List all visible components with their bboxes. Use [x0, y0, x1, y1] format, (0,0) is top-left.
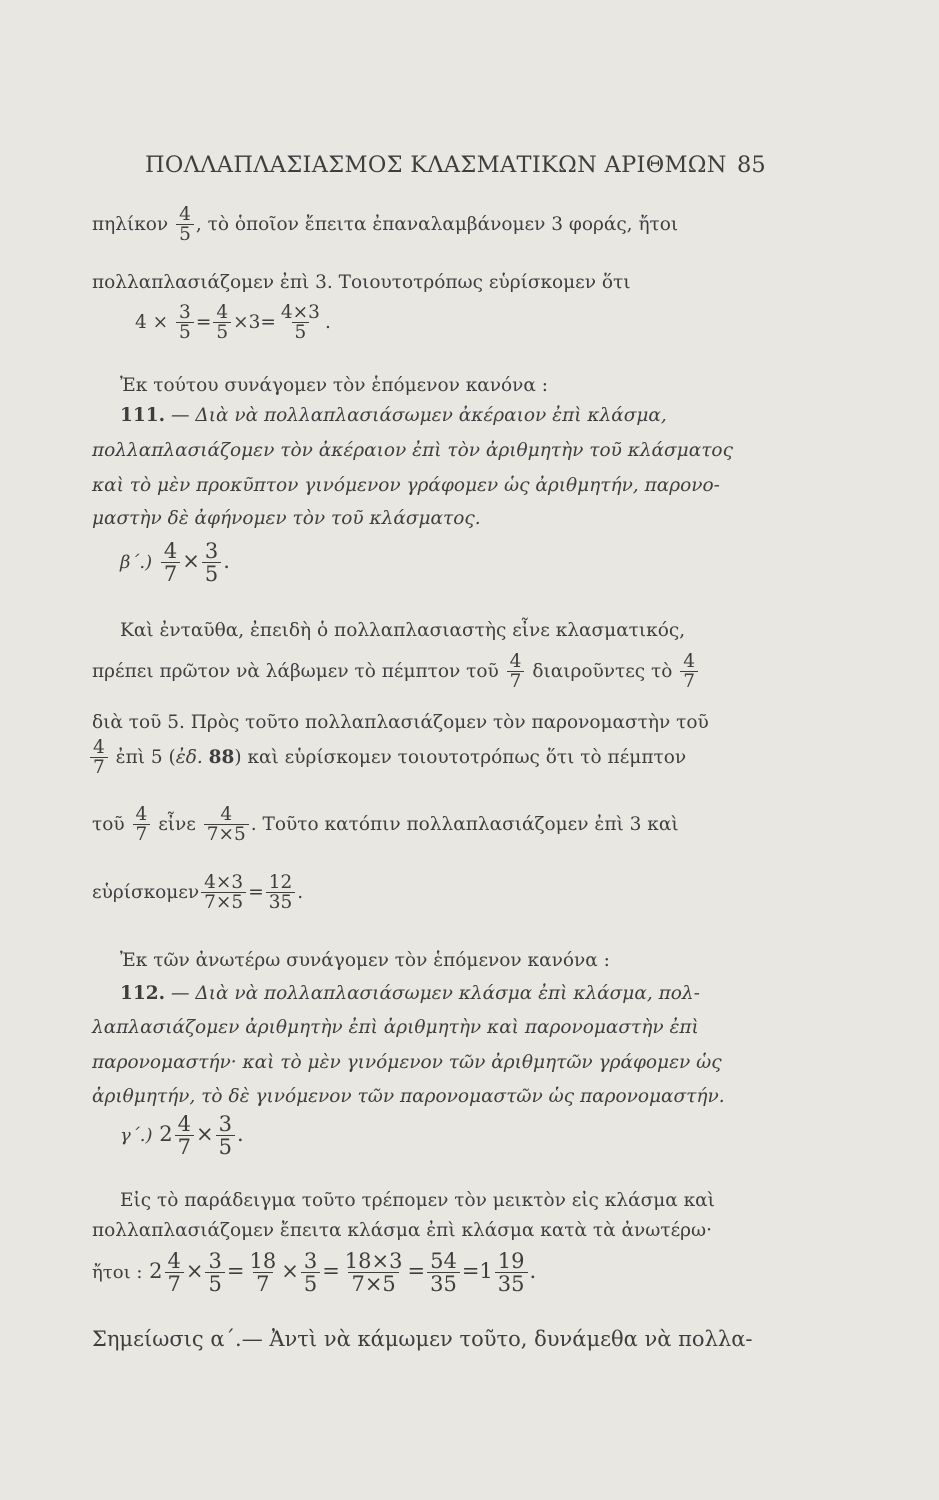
text-span: εὑρίσκομεν: [92, 881, 200, 903]
operator: ×: [281, 1259, 299, 1284]
text-span: ) καὶ εὑρίσκομεν τοιουτοτρόπως ὅτι τὸ πέμπτον: [234, 746, 687, 768]
denominator: 5: [216, 1135, 235, 1158]
whole-number: 2: [149, 1259, 163, 1284]
numerator: 4×3: [280, 302, 320, 323]
text-span: πρέπει πρῶτον νὰ λάβωμεν τὸ πέμπτον τοῦ: [92, 660, 499, 682]
whole-number: 2: [159, 1122, 173, 1147]
denominator: 35: [266, 892, 296, 912]
text-line: παρονομαστήν· καὶ τὸ μὲν γινόμενον τῶν ἀριθμητῶν γράφομεν ὡς: [92, 1052, 722, 1073]
reference-abbr: ἐδ.: [175, 746, 203, 768]
fraction: [216, 1113, 235, 1158]
text-span: ἐπὶ 5 (: [115, 746, 176, 768]
numerator: 3: [208, 1249, 222, 1273]
numerator: 19: [497, 1249, 525, 1273]
text-line: [92, 805, 679, 845]
text-span: — Ἀντὶ νὰ κάμωμεν τοῦτο, δυνάμεθα νὰ πολλα-: [241, 1327, 753, 1351]
text-span: πηλίκον: [92, 213, 169, 235]
denominator: 7: [161, 562, 180, 585]
note-line: [92, 1327, 752, 1351]
numerator: 4: [167, 1249, 181, 1273]
operator: =: [407, 1259, 426, 1284]
text-span: — Διὰ νὰ πολλαπλασιάσωμεν ἀκέραιον ἐπὶ κλάσμα,: [170, 405, 667, 426]
section-111-line: [120, 405, 667, 426]
denominator: 7×5: [204, 824, 249, 844]
text-line: πολλαπλασιάζομεν ἔπειτα κλάσμα ἐπὶ κλάσμα κατὰ τὰ ἀνωτέρω·: [92, 1220, 713, 1241]
fraction: [246, 1250, 279, 1295]
section-number: 112.: [120, 983, 166, 1004]
fraction: [202, 540, 221, 585]
denominator: 5: [176, 322, 194, 342]
text-line: λαπλασιάζομεν ἀριθμητὴν ἐπὶ ἀριθμητὴν καὶ παρονομαστὴν ἐπὶ: [92, 1017, 699, 1038]
numerator: 4: [216, 302, 229, 323]
fraction: [495, 1250, 528, 1295]
example-b: [120, 540, 230, 585]
fraction: [205, 1250, 224, 1295]
text-line: καὶ τὸ μὲν προκῦπτον γινόμενον γράφομεν ὡς ἀριθμητήν, παρονο-: [92, 475, 720, 496]
fraction: [680, 652, 698, 692]
note-label: Σημείωσις α΄.: [92, 1327, 242, 1351]
denominator: 7×5: [348, 1272, 398, 1295]
denominator: 5: [292, 322, 310, 342]
fraction: [213, 303, 231, 343]
page-number: 85: [737, 152, 766, 178]
denominator: 7×5: [201, 892, 246, 912]
numerator: 4: [163, 539, 178, 563]
text-line: πολλαπλασιάζομεν τὸν ἀκέραιον ἐπὶ τὸν ἀριθμητὴν τοῦ κλάσματος: [92, 440, 733, 461]
operator: =: [226, 1259, 245, 1284]
denominator: 5: [176, 224, 194, 244]
eq-text: =: [195, 311, 212, 333]
text-span: διαιροῦντες τὸ: [532, 660, 673, 682]
operator: ×: [195, 1122, 214, 1147]
text-line: μαστὴν δὲ ἀφήνομεν τὸν τοῦ κλάσματος.: [92, 508, 481, 529]
denominator: 5: [213, 322, 231, 342]
denominator: 5: [202, 562, 221, 585]
text-span: τοῦ: [92, 813, 125, 835]
eq-text: .: [223, 549, 230, 574]
fraction: [175, 1113, 194, 1158]
operator: ×: [185, 1259, 204, 1284]
denominator: 7: [175, 1135, 194, 1158]
fraction: [266, 873, 296, 913]
fraction: [342, 1250, 406, 1295]
numerator: 4: [93, 737, 105, 758]
numerator: 3: [218, 1112, 232, 1136]
fraction: [165, 1250, 184, 1295]
fraction: [161, 540, 180, 585]
text-line: [92, 873, 303, 913]
text-span: εἶνε: [158, 813, 196, 835]
numerator: 4: [177, 1112, 191, 1136]
numerator: 3: [179, 302, 191, 323]
text-line: Ἐκ τούτου συνάγομεν τὸν ἑπόμενον κανόνα :: [120, 375, 549, 396]
fraction: [201, 873, 246, 913]
denominator: 7: [90, 757, 108, 777]
text-line: πολλαπλασιάζομεν ἐπὶ 3. Τοιουτοτρόπως εὑρίσκομεν ὅτι: [92, 272, 631, 293]
text-line: [92, 205, 678, 245]
text-line: Ἐκ τῶν ἀνωτέρω συνάγομεν τὸν ἑπόμενον κανόνα :: [120, 950, 610, 971]
denominator: 7: [680, 671, 698, 691]
operator: =: [248, 881, 264, 903]
denominator: 7: [253, 1272, 272, 1295]
numerator: 12: [268, 872, 293, 893]
eq-text: .: [324, 311, 331, 333]
numerator: 54: [430, 1249, 457, 1273]
text-line: [88, 738, 686, 778]
fraction: [133, 805, 151, 845]
eq-text: ἤτοι :: [92, 1262, 143, 1284]
numerator: 4: [220, 804, 233, 825]
numerator: 4: [179, 204, 191, 225]
denominator: 35: [427, 1272, 460, 1295]
eq-text: 4 ×: [135, 311, 169, 333]
numerator: 4: [683, 651, 696, 672]
final-equation: [92, 1250, 536, 1295]
denominator: 35: [495, 1272, 528, 1295]
text-span: , τὸ ὁποῖον ἔπειτα ἐπαναλαμβάνομεν 3 φοράς, ἤτοι: [195, 213, 679, 235]
reference-number: 88: [208, 746, 235, 768]
fraction: [204, 805, 249, 845]
denominator: 7: [133, 824, 151, 844]
numerator: 3: [303, 1249, 318, 1273]
numerator: 18: [249, 1249, 277, 1273]
running-header: ΠΟΛΛΑΠΛΑΣΙΑΣΜΟΣ ΚΛΑΣΜΑΤΙΚΩΝ ΑΡΙΘΜΩΝ: [145, 152, 727, 178]
fraction: [176, 303, 194, 343]
section-number: 111.: [120, 405, 166, 426]
denominator: 5: [205, 1272, 224, 1295]
text-line: διὰ τοῦ 5. Πρὸς τοῦτο πολλαπλασιάζομεν τὸν παρονομαστὴν τοῦ: [92, 712, 709, 733]
numerator: 4: [135, 804, 148, 825]
example-c: [120, 1113, 244, 1158]
text-line: [92, 652, 700, 692]
numerator: 4×3: [204, 872, 244, 893]
example-label: γ΄.): [120, 1125, 153, 1147]
fraction: [301, 1250, 320, 1295]
eq-text: ×3=: [233, 311, 276, 333]
eq-text: .: [297, 881, 304, 903]
example-label: β΄.): [120, 552, 153, 574]
eq-text: .: [236, 1122, 244, 1147]
numerator: 3: [204, 539, 219, 563]
fraction: [427, 1250, 460, 1295]
denominator: 7: [165, 1272, 184, 1295]
text-line: ἀριθμητήν, τὸ δὲ γινόμενον τῶν παρονομαστῶν ὡς παρονομαστήν.: [92, 1086, 725, 1107]
fraction: [176, 205, 194, 245]
fraction: [507, 652, 525, 692]
text-line: Καὶ ἐνταῦθα, ἐπειδὴ ὁ πολλαπλασιαστὴς εἶνε κλασματικός,: [120, 620, 686, 641]
operator: =1: [461, 1259, 493, 1284]
denominator: 7: [507, 671, 525, 691]
numerator: 4: [509, 651, 522, 672]
text-line: Εἰς τὸ παράδειγμα τοῦτο τρέπομεν τὸν μεικτὸν εἰς κλάσμα καὶ: [120, 1190, 715, 1211]
text-span: — Διὰ νὰ πολλαπλασιάσωμεν κλάσμα ἐπὶ κλάσμα, πολ-: [170, 983, 700, 1004]
denominator: 5: [301, 1272, 320, 1295]
operator: ×: [182, 549, 200, 574]
numerator: 18×3: [344, 1249, 403, 1273]
section-112-line: [120, 983, 700, 1004]
equation: [135, 303, 331, 343]
text-span: . Τοῦτο κατόπιν πολλαπλασιάζομεν ἐπὶ 3 καὶ: [250, 813, 679, 835]
fraction: [278, 303, 323, 343]
eq-text: .: [529, 1259, 537, 1284]
fraction: [90, 738, 108, 778]
operator: =: [322, 1259, 340, 1284]
